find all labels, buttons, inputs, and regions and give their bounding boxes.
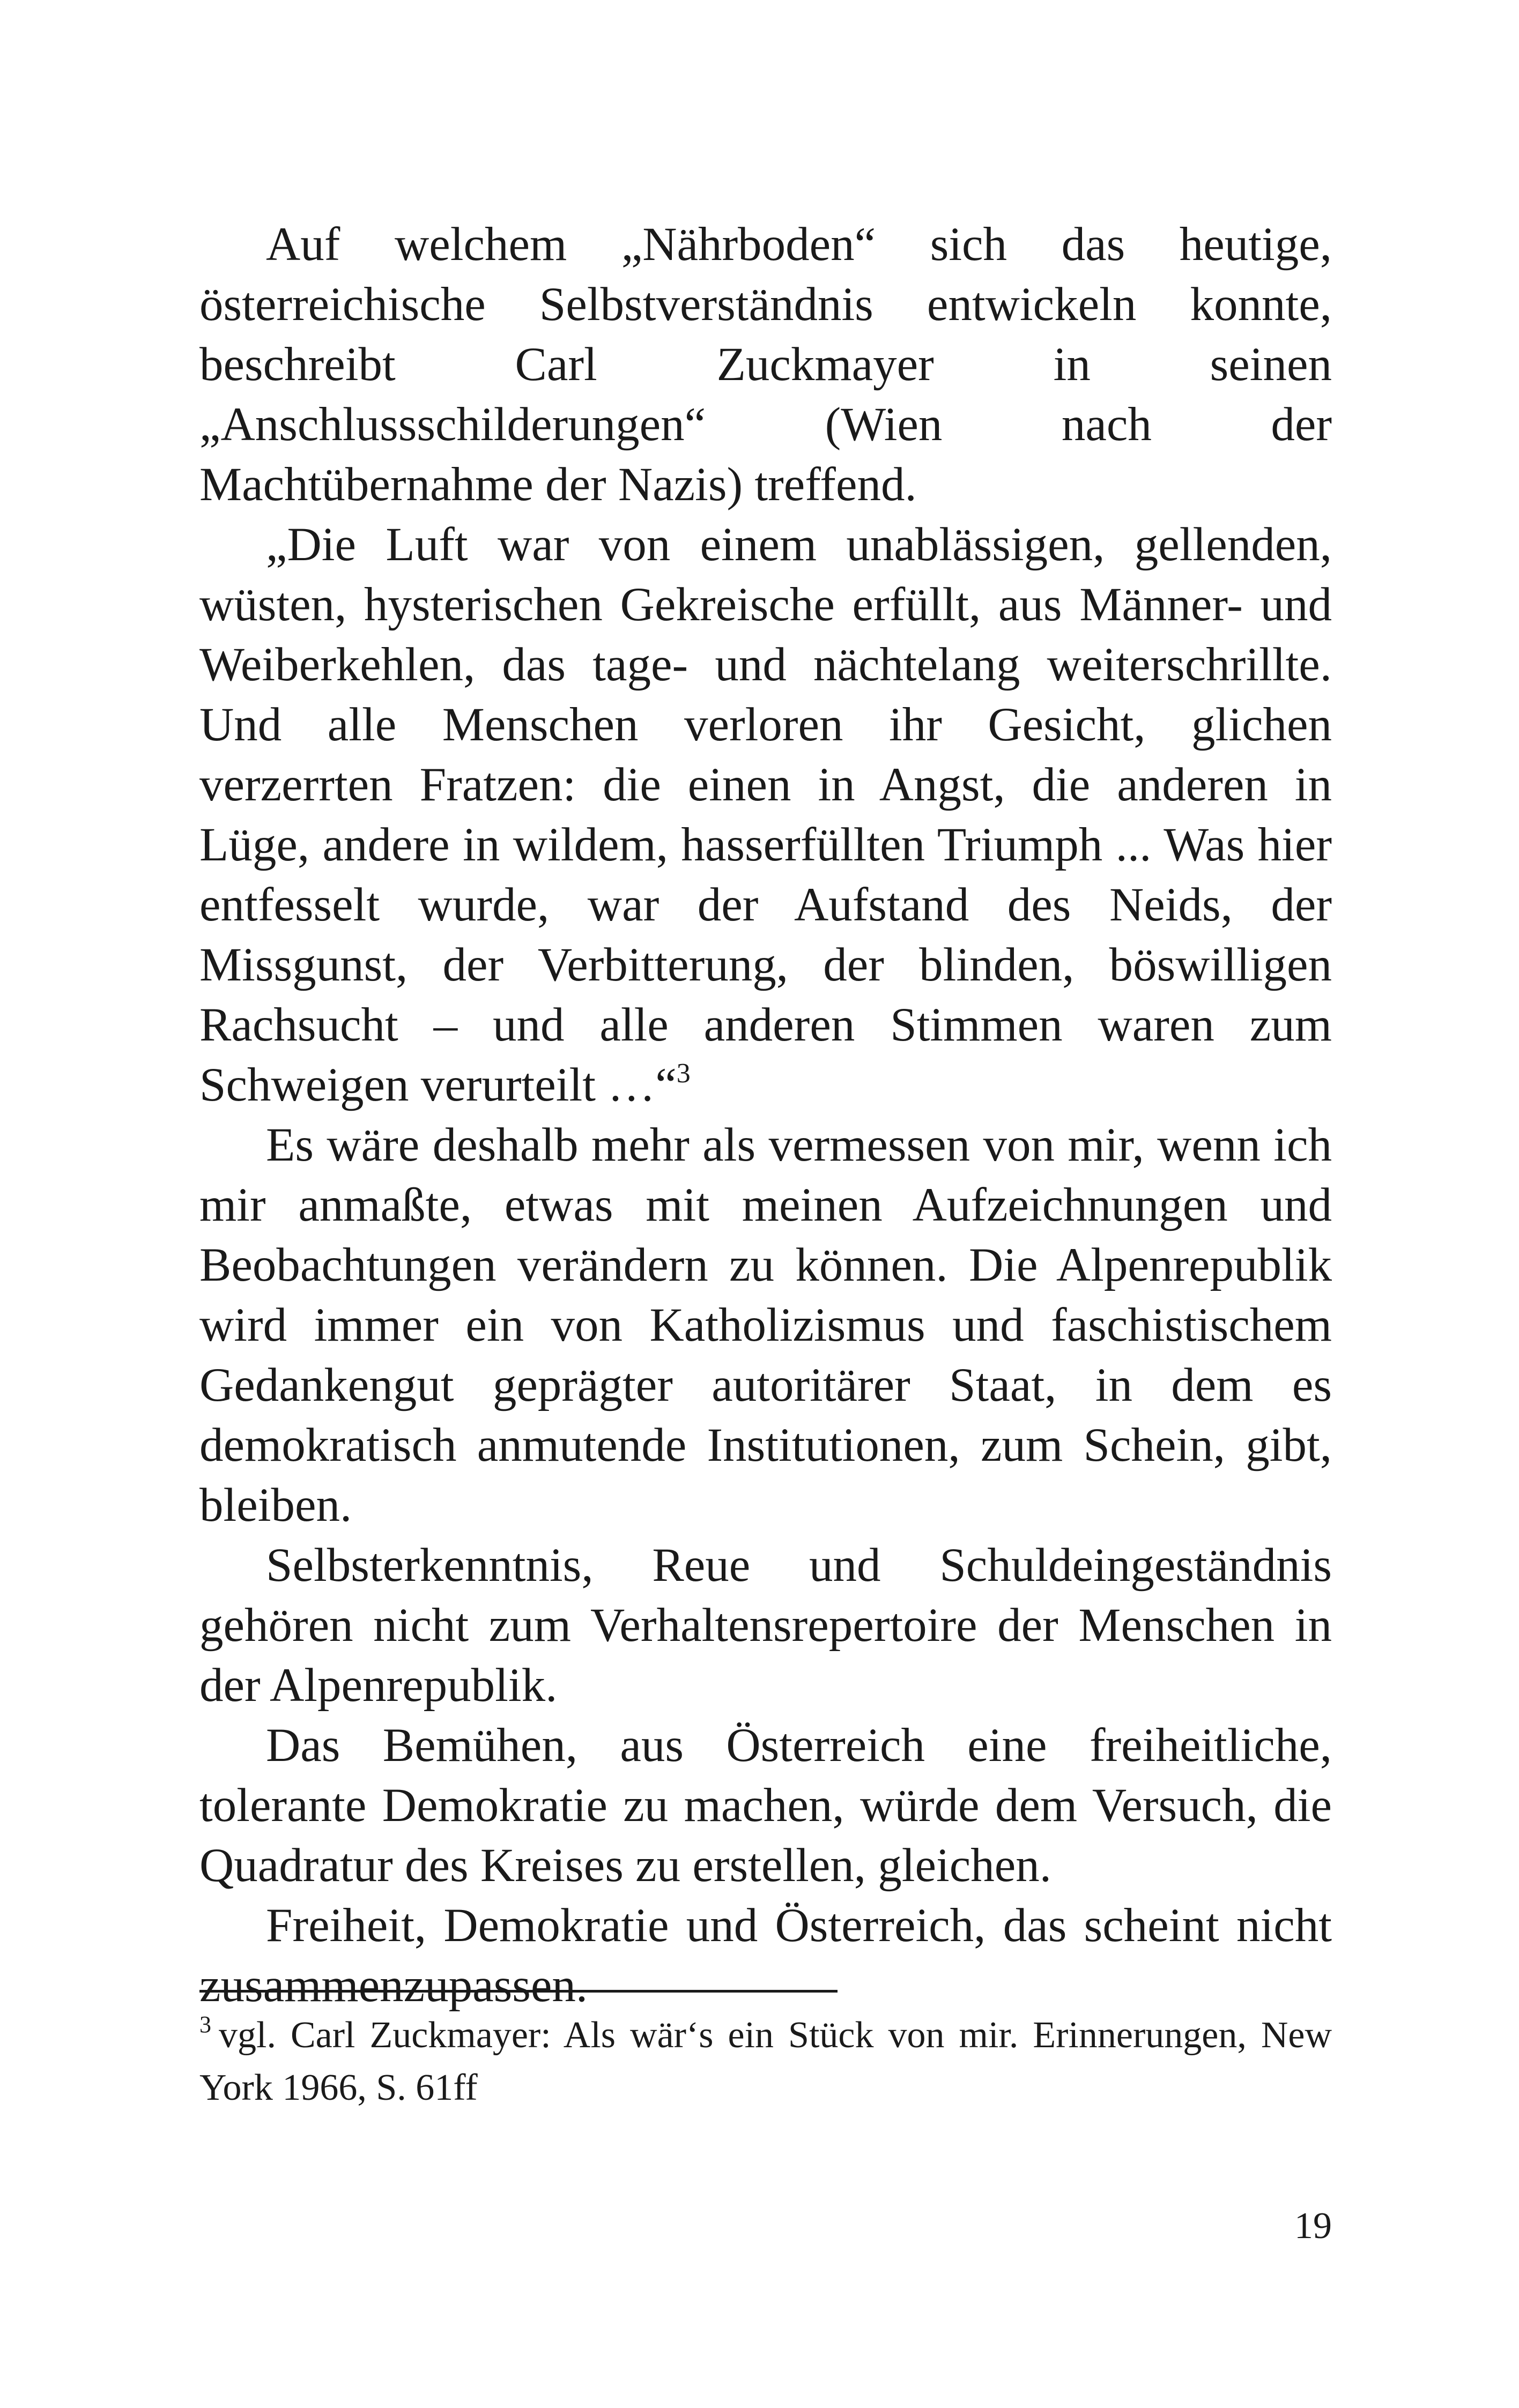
quote-text: „Die Luft war von einem unablässigen, gellenden, wüsten, hysterischen Gekreische erfüllt, aus Männer- und Weiberkehlen, das tage- und nächtelang weiterschrillte. Und alle Menschen verloren ihr Gesicht, glichen verzerrten Fratzen: die einen in Angst, die anderen in Lüge, andere in wildem, hasserfüllten Triumph ... Was hier entfesselt wurde, war der Aufstand des Neids, der Missgunst, der Verbitterung, der blinden, böswilligen Rachsucht – und alle anderen Stimmen waren zum Schweigen verurteilt …“	[199, 518, 1332, 1111]
paragraph-4: Selbsterkenntnis, Reue und Schuldeingeständnis gehören nicht zum Verhaltensrepertoire der Menschen in der Alpenrepublik.	[199, 1539, 1332, 1712]
footnote	[199, 2009, 1332, 2114]
body-text	[199, 214, 1332, 2016]
footnote-reference: 3	[676, 1058, 691, 1089]
paragraph-2-quote	[199, 515, 1332, 1115]
footnote-divider	[199, 1990, 838, 1993]
footnote-text: vgl. Carl Zuckmayer: Als wär‘s ein Stück von mir. Erinnerungen, New York 1966, S. 61ff	[199, 2015, 1332, 2108]
paragraph-3: Es wäre deshalb mehr als vermessen von mir, wenn ich mir anmaßte, etwas mit meinen Aufzeichnungen und Beobachtungen verändern zu können. Die Alpenrepublik wird immer ein von Katholizismus und faschistischem Gedankengut geprägter autoritärer Staat, in dem es demokratisch anmutende Institutionen, zum Schein, gibt, bleiben.	[199, 1119, 1332, 1532]
paragraph-5: Das Bemühen, aus Österreich eine freiheitliche, tolerante Demokratie zu machen, würde dem Versuch, die Quadratur des Kreises zu erstellen, gleichen.	[199, 1719, 1332, 1892]
page-number: 19	[1294, 2205, 1332, 2247]
paragraph-1: Auf welchem „Nährboden“ sich das heutige, österreichische Selbstverständnis entwickeln konnte, beschreibt Carl Zuckmayer in seinen „Anschlussschilderungen“ (Wien nach der Machtübernahme der Nazis) treffend.	[199, 218, 1332, 511]
paragraph-6: Freiheit, Demokratie und Österreich, das scheint nicht zusammenzupassen.	[199, 1899, 1332, 2012]
footnote-number: 3	[199, 2011, 211, 2038]
